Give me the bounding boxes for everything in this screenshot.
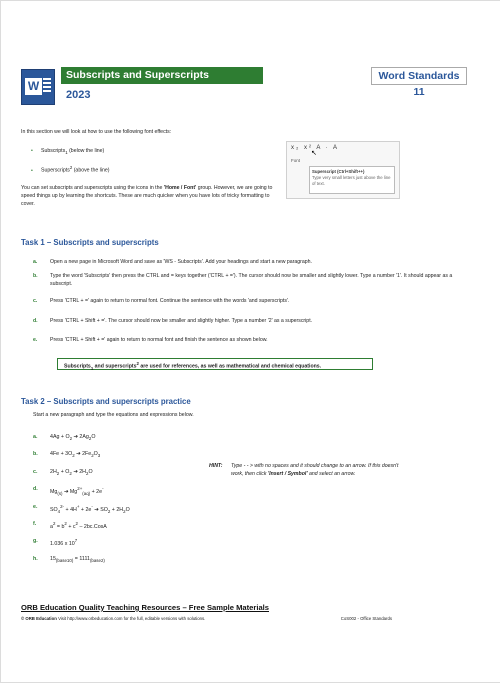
footer-code: CoS002 - Office Standards <box>340 616 392 621</box>
footer-copyright: © ORB Education Visit http://www.orbeducation.com for the full, editable versions with solutions. <box>21 616 206 621</box>
bullet-superscripts: • Superscripts$^2$ (above the line) <box>31 165 110 174</box>
task1-step-a: a. Open a new page in Microsoft Word and save as 'WS - Subscripts'. Add your headings and start a new paragraph. <box>33 259 312 265</box>
mouse-cursor-icon: ↖ <box>311 150 317 157</box>
task1-step-e: e. Press 'CTRL + Shift + =' again to return to normal font and finish the sentence as shown below. <box>33 337 268 343</box>
task1-step-c: c. Press 'CTRL + =' again to return to normal font. Continue the sentence with the words 'and superscripts'. <box>33 298 290 304</box>
intro-paragraph: You can set subscripts and superscripts using the icons in the 'Home / Font' group. However, we are going to speed things up by learning the shortcuts. These are much quicker when you have lots of tricky formatting to cover. <box>21 185 273 207</box>
word-logo-letter: W <box>25 78 42 95</box>
bullet-dot-icon: • <box>31 167 33 174</box>
font-ribbon-icons: x₂ x² A · A <box>291 145 340 151</box>
document-page: W Subscripts and Superscripts 2023 Word Standards 11 In this section we will look at how to use the following font effects: • Subscripts$_1$ (below the line) • Superscripts$^2$ (above the line) You can set subscripts and superscripts using the icons in the 'Home / Font' group. However, we are going to speed things up by learning the shortcuts. These are much quicker when you have lots of tricky formatting to cover. x₂ x² A · A ↖ Font Superscript (Ctrl+Shift++) Type very small letters just above the line of text. Task 1 – Subscripts and superscripts a. Open a new page in Microsoft Word and save as 'WS - Subscripts'. Add your headings and start a new paragraph. b. Type the word 'Subscripts' then press the CTRL and = keys together ('CTRL + ='). The cursor should now be smaller and slightly lower. Type a number '1'. It should appear as a subscript. c. Press 'CTRL + =' again to return to normal font. Continue the sentence with the words 'and superscripts'. d. Press 'CTRL + Shift + ='. The cursor should now be smaller and slightly higher. Type a number '2' as a superscript. e. Press 'CTRL + Shift + =' again to return to normal font and finish the sentence as shown below. Subscripts$_1$ and superscripts$^2$ are used for references, as well as mathematical and chemical equations. Task 2 – Subscripts and superscripts practice Start a new paragraph and type the equations and expressions below. a. $4Ag + O_2$ ➔ $2Ag_2O$ b. $4Fe + 3O_2$ ➔ $2Fe_2O_3$ c. $2H_2 + O_2$ ➔ $2H_2O$ d. $Mg_{(s)}$ ➔ $Mg^{2+}_{(aq)} + 2e^-$ e. $SO_4^{2-} + 4H^+ + 2e^-$ ➔ $SO_2 + 2H_2O$ f. $a^2 = b^2 + c^2$ – 2bc.CosA g. 1.036 x $10^7$ h. $15_{(base10)} = 1111_{(base2)}$ HINT: Type - - > with no spaces and it should change to an arrow. If this doesn't work, then click 'Insert / Symbol' and select an arrow. ORB Education Quality Teaching Resources – Free Sample Materials © ORB Education Visit http://www.orbeducation.com for the full, editable versions with solutions. CoS002 - Office Standards <box>0 0 500 683</box>
task1-step-b: b. Type the word 'Subscripts' then press the CTRL and = keys together ('CTRL + ='). The cursor should now be smaller and slightly lower. Type a number '1'. It should appear as a subscript. <box>33 273 453 287</box>
font-ribbon-screenshot <box>286 141 400 199</box>
task1-title: Task 1 – Subscripts and superscripts <box>21 238 159 247</box>
header <box>21 67 481 107</box>
font-group-label: Font <box>291 158 301 163</box>
bullet-dot-icon: • <box>31 148 33 154</box>
page-title: Subscripts and Superscripts <box>61 67 263 84</box>
year-label: 2023 <box>66 89 91 101</box>
intro-bullets <box>31 147 109 182</box>
footer-title: ORB Education Quality Teaching Resources – Free Sample Materials <box>21 603 269 612</box>
task2-title: Task 2 – Subscripts and superscripts practice <box>21 397 191 406</box>
intro-lead: In this section we will look at how to use the following font effects: <box>21 129 172 135</box>
standards-label: Word Standards 11 <box>371 67 467 85</box>
bullet-subscripts: • Subscripts$_1$ (below the line) <box>31 148 105 156</box>
task1-step-d: d. Press 'CTRL + Shift + ='. The cursor should now be smaller and slightly higher. Type a number '2' as a superscript. <box>33 318 313 324</box>
superscript-tooltip: Superscript (Ctrl+Shift++) Type very small letters just above the line of text. <box>309 166 395 194</box>
example-sentence-box: Subscripts$_1$ and superscripts$^2$ are used for references, as well as mathematical and chemical equations. <box>57 358 373 370</box>
hint-box: HINT: Type - - > with no spaces and it should change to an arrow. If this doesn't work, then click 'Insert / Symbol' and select an arrow. <box>209 463 399 477</box>
task2-lead: Start a new paragraph and type the equations and expressions below. <box>33 412 194 418</box>
word-logo-icon <box>21 69 55 105</box>
